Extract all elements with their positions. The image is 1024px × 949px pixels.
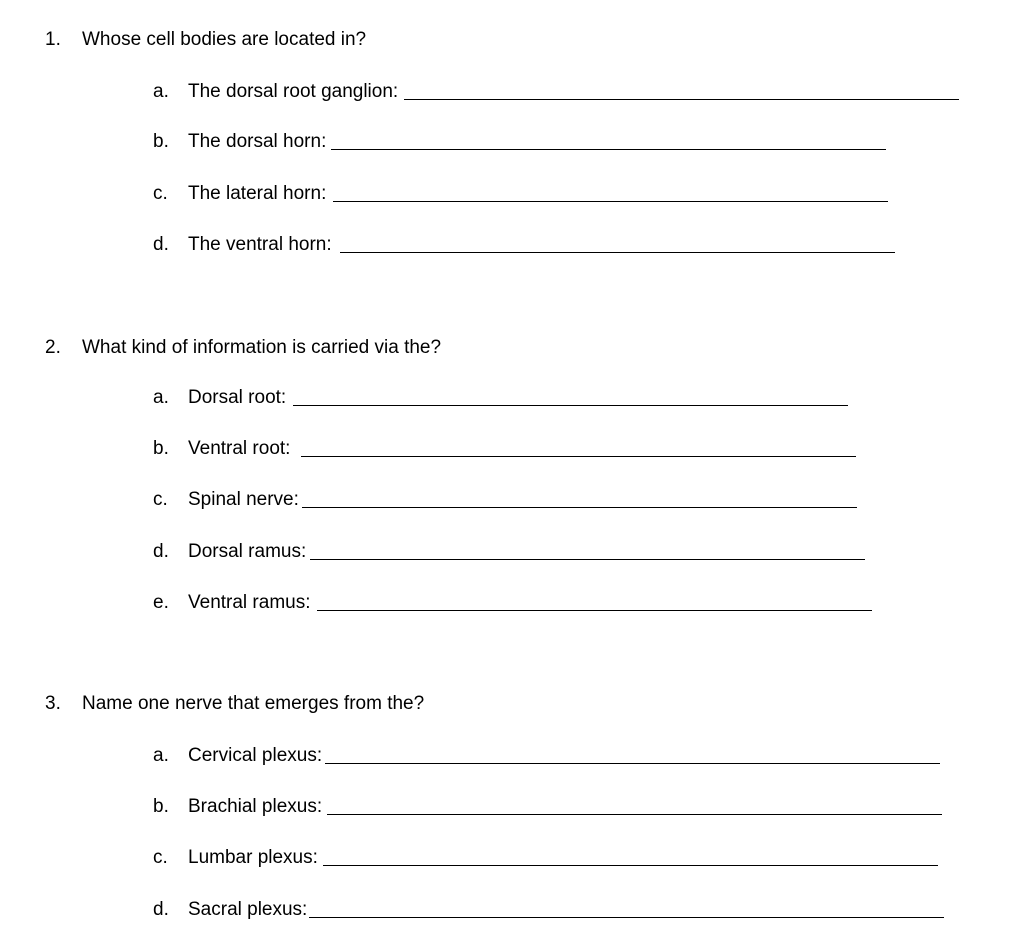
- item-label: Spinal nerve:: [188, 489, 299, 510]
- item-letter: a.: [153, 745, 169, 766]
- answer-item-3a: [0, 744, 1024, 770]
- answer-blank-line[interactable]: [404, 99, 959, 100]
- answer-item-1b: [0, 130, 1024, 156]
- answer-item-3c: [0, 846, 1024, 872]
- item-label: Sacral plexus:: [188, 899, 308, 920]
- answer-blank-line[interactable]: [340, 252, 895, 253]
- item-label: Ventral ramus:: [188, 592, 311, 613]
- answer-blank-line[interactable]: [301, 456, 856, 457]
- item-letter: b.: [153, 131, 169, 152]
- answer-blank-line[interactable]: [309, 917, 944, 918]
- answer-blank-line[interactable]: [333, 201, 888, 202]
- item-label: The ventral horn:: [188, 234, 332, 255]
- item-label: Lumbar plexus:: [188, 847, 318, 868]
- answer-blank-line[interactable]: [331, 149, 886, 150]
- item-letter: b.: [153, 438, 169, 459]
- item-letter: c.: [153, 489, 168, 510]
- item-label: The dorsal horn:: [188, 131, 327, 152]
- question-prompt: What kind of information is carried via the?: [82, 337, 442, 358]
- answer-item-1a: [0, 80, 1024, 106]
- item-letter: d.: [153, 234, 169, 255]
- question-prompt: Name one nerve that emerges from the?: [82, 693, 425, 714]
- answer-item-2a: [0, 386, 1024, 412]
- question-number: 3.: [45, 693, 61, 714]
- answer-item-1d: [0, 233, 1024, 259]
- item-letter: c.: [153, 183, 168, 204]
- item-letter: a.: [153, 387, 169, 408]
- item-letter: d.: [153, 899, 169, 920]
- answer-blank-line[interactable]: [317, 610, 872, 611]
- question-number: 2.: [45, 337, 61, 358]
- answer-item-2c: [0, 488, 1024, 514]
- answer-item-3d: [0, 898, 1024, 924]
- question-prompt: Whose cell bodies are located in?: [82, 29, 367, 50]
- item-label: Dorsal root:: [188, 387, 287, 408]
- answer-item-2e: [0, 591, 1024, 617]
- item-letter: b.: [153, 796, 169, 817]
- item-label: Ventral root:: [188, 438, 291, 459]
- answer-blank-line[interactable]: [293, 405, 848, 406]
- answer-item-3b: [0, 795, 1024, 821]
- item-label: Cervical plexus:: [188, 745, 323, 766]
- answer-item-2b: [0, 437, 1024, 463]
- item-label: Brachial plexus:: [188, 796, 323, 817]
- item-letter: a.: [153, 81, 169, 102]
- question-number: 1.: [45, 29, 61, 50]
- answer-blank-line[interactable]: [310, 559, 865, 560]
- answer-blank-line[interactable]: [323, 865, 938, 866]
- answer-item-1c: [0, 182, 1024, 208]
- item-letter: c.: [153, 847, 168, 868]
- item-label: The dorsal root ganglion:: [188, 81, 399, 102]
- answer-blank-line[interactable]: [325, 763, 940, 764]
- item-letter: e.: [153, 592, 169, 613]
- item-letter: d.: [153, 541, 169, 562]
- item-label: Dorsal ramus:: [188, 541, 307, 562]
- item-label: The lateral horn:: [188, 183, 327, 204]
- answer-blank-line[interactable]: [327, 814, 942, 815]
- answer-item-2d: [0, 540, 1024, 566]
- answer-blank-line[interactable]: [302, 507, 857, 508]
